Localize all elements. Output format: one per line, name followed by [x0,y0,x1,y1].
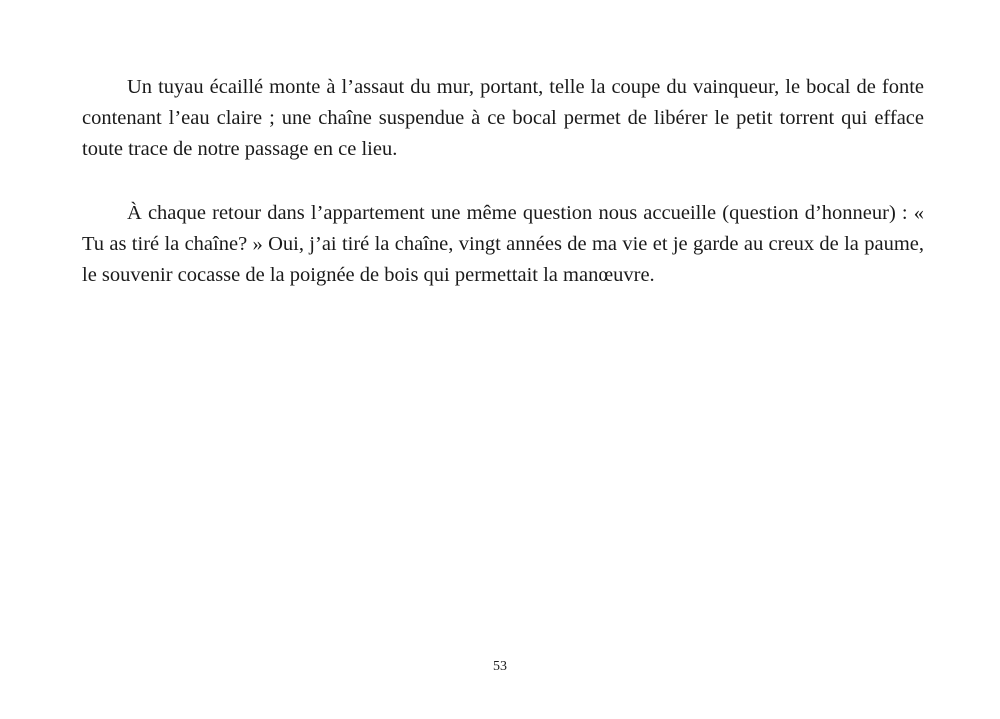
paragraph-1: Un tuyau écaillé monte à l’assaut du mur, portant, telle la coupe du vainqueur, le bocal de fonte contenant l’eau claire ; une chaîne suspendue à ce bocal permet de libérer le petit torrent qui efface toute trace de notre passage en ce lieu. [82,76,924,160]
body-text [82,72,924,291]
paragraph-2: À chaque retour dans l’appartement une même question nous accueille (question d’honneur) : « Tu as tiré la chaîne? » Oui, j’ai tiré la chaîne, vingt années de ma vie et je garde au creux de la paume, le souvenir cocasse de la poignée de bois qui permettait la manœuvre. [82,202,924,286]
page-number: 53 [493,659,507,674]
